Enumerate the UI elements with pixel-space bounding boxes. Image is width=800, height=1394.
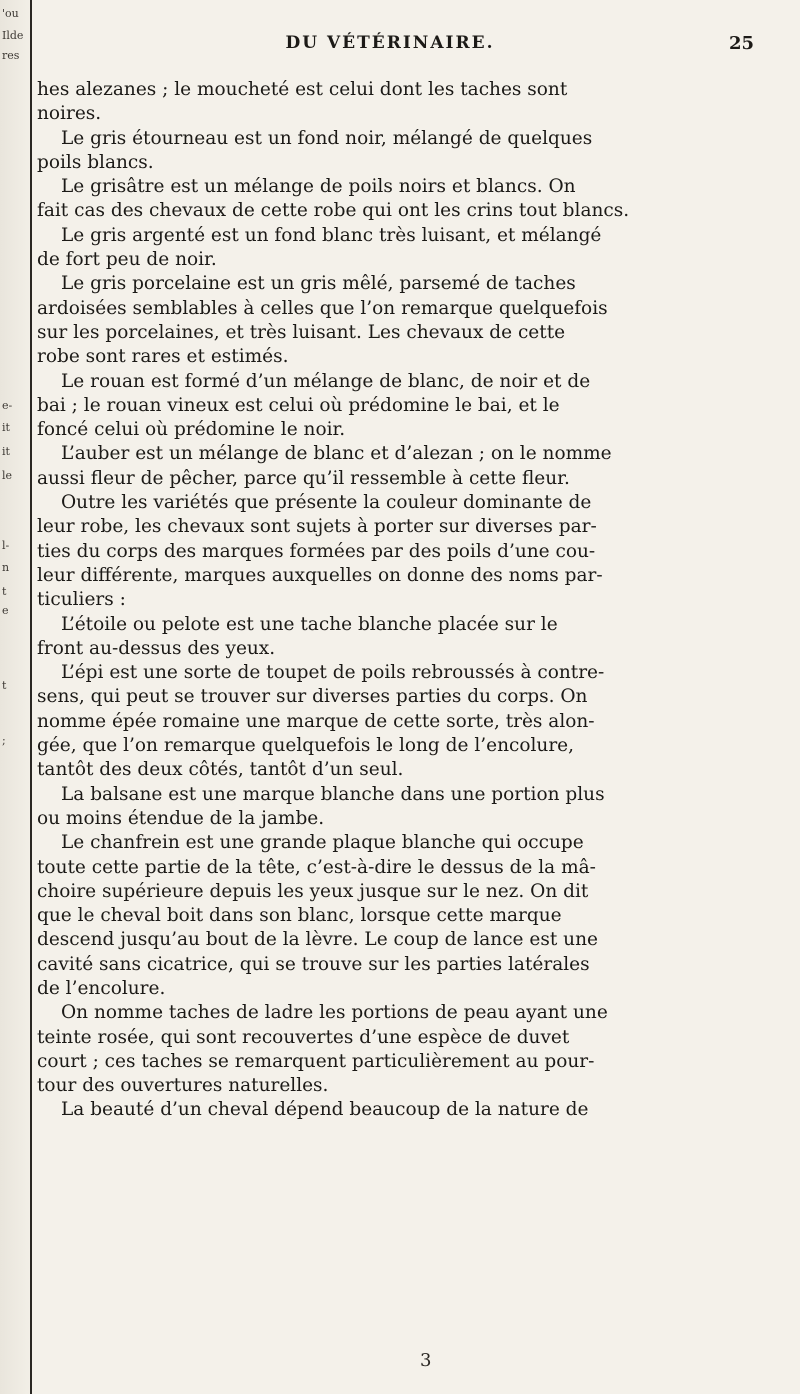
text-line: poils blancs. bbox=[37, 151, 154, 173]
gutter-fragment: it bbox=[2, 445, 10, 458]
text-line: La beauté d’un cheval dépend beaucoup de la nature de bbox=[61, 1099, 589, 1121]
text-line: de fort peu de noir. bbox=[37, 249, 217, 271]
page-gutter bbox=[0, 0, 30, 1394]
text-line: On nomme taches de ladre les portions de peau ayant une bbox=[61, 1002, 608, 1024]
text-line: ticuliers : bbox=[37, 589, 126, 611]
text-line: cavité sans cicatrice, qui se trouve sur les parties latérales bbox=[37, 953, 590, 975]
text-line: choire supérieure depuis les yeux jusque sur le nez. On dit bbox=[37, 880, 589, 902]
text-line: robe sont rares et estimés. bbox=[37, 346, 289, 368]
text-line: ardoisées semblables à celles que l’on remarque quelquefois bbox=[37, 297, 608, 319]
text-line: toute cette partie de la tête, c’est-à-dire le dessus de la mâ- bbox=[37, 856, 596, 878]
binding-line bbox=[30, 0, 32, 1394]
text-line: gée, que l’on remarque quelquefois le long de l’encolure, bbox=[37, 735, 574, 757]
text-line: front au-dessus des yeux. bbox=[37, 637, 276, 659]
gutter-fragment: le bbox=[2, 469, 13, 482]
text-line: sur les porcelaines, et très luisant. Les chevaux de cette bbox=[37, 321, 566, 343]
signature-mark: 3 bbox=[420, 1350, 432, 1371]
text-line: leur robe, les chevaux sont sujets à porter sur diverses par- bbox=[37, 516, 597, 538]
page-header bbox=[40, 33, 754, 57]
text-line: foncé celui où prédomine le noir. bbox=[37, 419, 346, 441]
text-line: Le rouan est formé d’un mélange de blanc, de noir et de bbox=[61, 370, 591, 392]
gutter-fragment: l- bbox=[2, 539, 10, 552]
text-line: Le grisâtre est un mélange de poils noirs et blancs. On bbox=[61, 176, 576, 198]
body-text bbox=[37, 78, 758, 1123]
text-line: hes alezanes ; le moucheté est celui dont les taches sont bbox=[37, 79, 568, 100]
gutter-fragment: res bbox=[2, 49, 20, 62]
text-line: ties du corps des marques formées par des poils d’une cou- bbox=[37, 540, 596, 562]
text-line: tantôt des deux côtés, tantôt d’un seul. bbox=[37, 759, 404, 781]
text-line: Le gris étourneau est un fond noir, mélangé de quelques bbox=[61, 127, 593, 149]
gutter-fragment: ; bbox=[2, 734, 6, 747]
text-line: bai ; le rouan vineux est celui où prédomine le bai, et le bbox=[37, 394, 560, 416]
text-line: noires. bbox=[37, 103, 102, 125]
text-line: L’auber est un mélange de blanc et d’alezan ; on le nomme bbox=[61, 443, 612, 465]
gutter-fragment: Ilde bbox=[2, 29, 24, 42]
text-line: teinte rosée, qui sont recouvertes d’une espèce de duvet bbox=[37, 1026, 570, 1048]
gutter-fragment: t bbox=[2, 679, 7, 692]
running-head: DU VÉTÉRINAIRE. bbox=[285, 33, 495, 53]
text-line: L’épi est une sorte de toupet de poils rebroussés à contre- bbox=[61, 662, 605, 684]
page-number: 25 bbox=[728, 33, 754, 54]
text-line: Le chanfrein est une grande plaque blanche qui occupe bbox=[61, 832, 584, 854]
text-line: aussi fleur de pêcher, parce qu’il ressemble à cette fleur. bbox=[37, 467, 570, 489]
text-line: court ; ces taches se remarquent particulièrement au pour- bbox=[37, 1050, 595, 1072]
gutter-fragment: 'ou bbox=[2, 7, 19, 20]
text-line: tour des ouvertures naturelles. bbox=[37, 1075, 329, 1097]
text-line: que le cheval boit dans son blanc, lorsque cette marque bbox=[37, 905, 562, 927]
text-line: Le gris argenté est un fond blanc très luisant, et mélangé bbox=[61, 224, 602, 246]
text-line: Le gris porcelaine est un gris mêlé, parsemé de taches bbox=[61, 273, 576, 295]
gutter-fragment: e bbox=[2, 604, 9, 617]
text-line: sens, qui peut se trouver sur diverses parties du corps. On bbox=[37, 686, 588, 708]
text-line: La balsane est une marque blanche dans une portion plus bbox=[61, 783, 605, 805]
gutter-fragment: t bbox=[2, 585, 7, 598]
text-line: descend jusqu’au bout de la lèvre. Le coup de lance est une bbox=[37, 929, 598, 951]
text-line: leur différente, marques auxquelles on donne des noms par- bbox=[37, 564, 603, 586]
gutter-fragment: it bbox=[2, 421, 10, 434]
gutter-fragment: e- bbox=[2, 399, 13, 412]
text-line: fait cas des chevaux de cette robe qui ont les crins tout blancs. bbox=[37, 200, 630, 222]
text-line: nomme épée romaine une marque de cette sorte, très alon- bbox=[37, 710, 595, 732]
gutter-fragment: n bbox=[2, 561, 10, 574]
text-line: ou moins étendue de la jambe. bbox=[37, 807, 325, 829]
text-line: de l’encolure. bbox=[37, 977, 166, 999]
text-line: Outre les variétés que présente la couleur dominante de bbox=[61, 492, 592, 514]
text-line: L’étoile ou pelote est une tache blanche placée sur le bbox=[61, 613, 558, 635]
